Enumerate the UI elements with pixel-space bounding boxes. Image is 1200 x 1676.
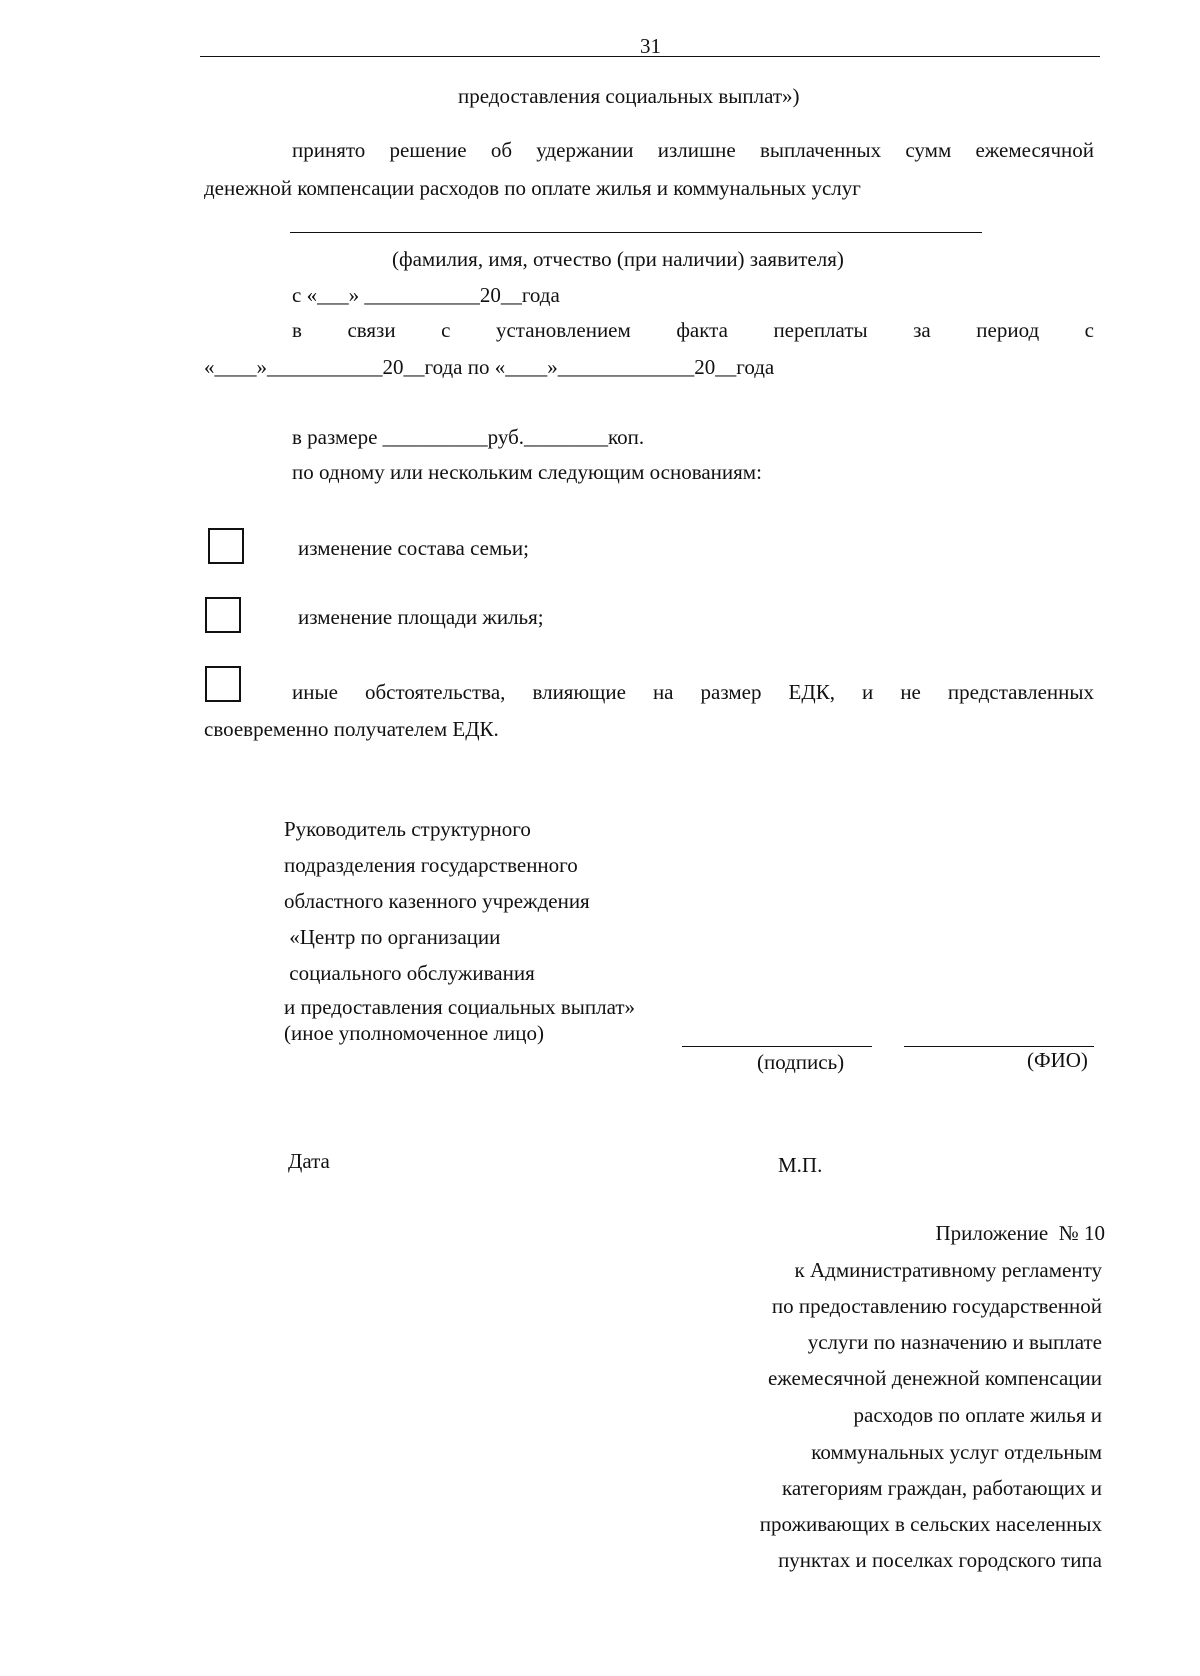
overpayment-word: в	[292, 318, 302, 342]
stamp-label: М.П.	[778, 1153, 823, 1177]
overpayment-word: период	[976, 318, 1040, 342]
ground-label-family: изменение состава семьи;	[298, 536, 529, 560]
overpayment-word: с	[1084, 318, 1094, 342]
date-label: Дата	[288, 1149, 330, 1173]
signatory-line: «Центр по организации	[284, 925, 501, 949]
name-line	[904, 1046, 1094, 1047]
continuation-line: предоставления социальных выплат»)	[458, 84, 800, 108]
appendix-line: к Административному регламенту	[794, 1258, 1102, 1282]
decision-line-1: принято решение об удержании излишне выплаченных сумм ежемесячной	[292, 138, 1094, 162]
appendix-line: ежемесячной денежной компенсации	[767, 1366, 1102, 1390]
ground-label-other-cont: своевременно получателем ЕДК.	[204, 717, 499, 741]
appendix-line: проживающих в сельских населенных	[759, 1512, 1102, 1536]
appendix-line: расходов по оплате жилья и	[853, 1403, 1102, 1427]
ground-checkbox-other[interactable]	[205, 666, 241, 702]
page-number: 31	[640, 34, 661, 58]
appendix-line: категориям граждан, работающих и	[782, 1476, 1102, 1500]
signatory-line: социального обслуживания	[284, 961, 535, 985]
appendix-title: Приложение № 10	[935, 1221, 1105, 1245]
signatory-line: и предоставления социальных выплат»	[284, 995, 636, 1019]
signatory-line: областного казенного учреждения	[284, 889, 590, 913]
signature-line	[682, 1046, 872, 1047]
overpayment-word: факта	[676, 318, 728, 342]
overpayment-word: установлением	[495, 318, 631, 342]
ground-checkbox-family[interactable]	[208, 528, 244, 564]
applicant-caption: (фамилия, имя, отчество (при наличии) заявителя)	[392, 247, 844, 271]
ground-label-other: иные обстоятельства, влияющие на размер ЕДК, и не представленных	[292, 680, 1094, 704]
ground-checkbox-area[interactable]	[205, 597, 241, 633]
overpayment-word: за	[913, 318, 931, 342]
grounds-intro: по одному или нескольким следующим основаниям:	[292, 460, 762, 484]
signature-caption: (подпись)	[757, 1050, 845, 1074]
from-date-line: с «___» ___________20__года	[292, 283, 560, 307]
amount-line: в размере __________руб.________коп.	[292, 425, 645, 449]
overpayment-word: с	[441, 318, 451, 342]
appendix-line: пунктах и поселках городского типа	[778, 1548, 1102, 1572]
appendix-line: услуги по назначению и выплате	[807, 1330, 1102, 1354]
header-rule	[200, 56, 1100, 57]
appendix-line: по предоставлению государственной	[771, 1294, 1102, 1318]
overpayment-line	[292, 318, 1094, 343]
decision-line-2: денежной компенсации расходов по оплате жилья и коммунальных услуг	[204, 176, 861, 200]
name-caption: (ФИО)	[1027, 1048, 1088, 1072]
overpayment-word: связи	[347, 318, 396, 342]
period-line: «____»___________20__года по «____»_____________20__года	[204, 355, 775, 379]
overpayment-word: переплаты	[773, 318, 868, 342]
applicant-name-line	[290, 232, 982, 233]
appendix-line: коммунальных услуг отдельным	[811, 1440, 1102, 1464]
signatory-line: Руководитель структурного	[284, 817, 531, 841]
signatory-line: (иное уполномоченное лицо)	[284, 1021, 544, 1045]
signatory-line: подразделения государственного	[284, 853, 578, 877]
ground-label-area: изменение площади жилья;	[298, 605, 544, 629]
